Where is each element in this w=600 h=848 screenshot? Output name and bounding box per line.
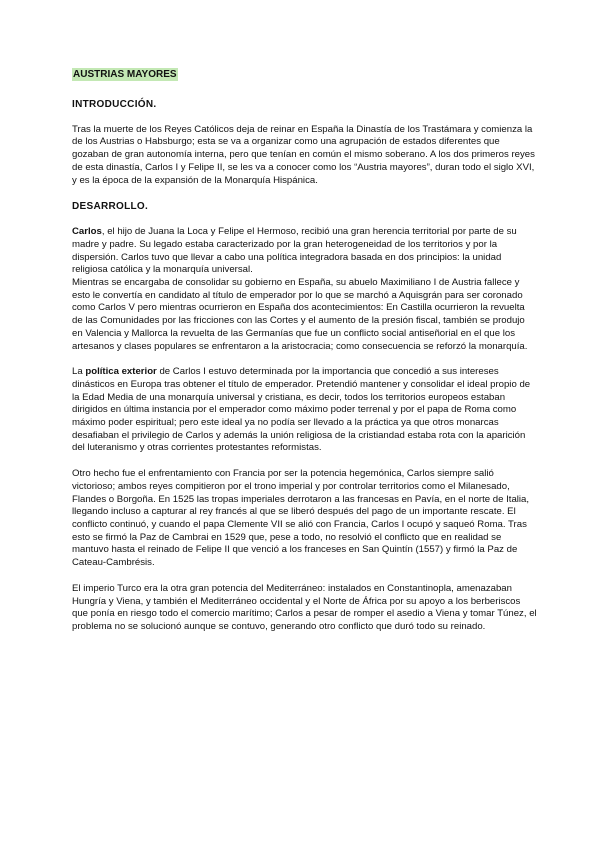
development-heading: DESARROLLO. bbox=[72, 201, 149, 213]
carlos-text: , el hijo de Juana la Loca y Felipe el Hermoso, recibió una gran herencia territorial por parte de su madre y padre. Su legado estaba caracterizado por la gran heterogeneidad de los territorios y por la dispersión. Carlos tuvo que llevar a cabo una política integradora basada en dos principios: la unidad religiosa católica y la monarquía universal. bbox=[72, 226, 517, 276]
paragraph-france: Otro hecho fue el enfrentamiento con Francia por ser la potencia hegemónica, Carlos siempre salió victorioso; ambos reyes compitieron por el trono imperial y por controlar territorios como el Milanesado, Flandes o Borgoña. En 1525 las tropas imperiales derrotaron a las francesas en Pavía, en el norte de Italia, llegando incluso a capturar al rey francés al que se liberó después del pago de un importante rescate. El conflicto continuó, y cuando el papa Clemente VII se alió con Francia, Carlos I ocupó y saqueó Roma. Tras esto se firmó la Paz de Cambrai en 1529 que, pese a todo, no resolvió el conflicto que en realidad se mantuvo hasta el reinado de Felipe II que venció a los franceses en San Quintín (1557) y firmó la Paz de Cateau-Cambrésis. bbox=[72, 468, 530, 569]
document-title: AUSTRIAS MAYORES bbox=[73, 69, 177, 80]
paragraph-foreign-policy bbox=[72, 366, 537, 455]
intro-heading: INTRODUCCIÓN. bbox=[72, 98, 157, 110]
foreign-policy-pre: La bbox=[72, 366, 86, 378]
paragraph-carlos bbox=[72, 226, 537, 277]
carlos-bold: Carlos bbox=[72, 226, 102, 238]
intro-paragraph: Tras la muerte de los Reyes Católicos deja de reinar en España la Dinastía de los Trastámara y comienza la de los Austrias o Habsburgo; esta se va a organizar como una agrupación de estados diferentes que gozaban de gran autonomía interna, pero que tenían en común el mismo soberano. A los dos primeros reyes de esta dinastía, Carlos I y Felipe II, se les va a conocer como los “Austria mayores”, duran todo el siglo XVI, y es la época de la expansión de la Monarquía Hispánica. bbox=[72, 123, 535, 186]
foreign-policy-bold: política exterior bbox=[85, 366, 157, 378]
paragraph-carlos-continued: Mientras se encargaba de consolidar su gobierno en España, su abuelo Maximiliano I de Austria fallece y esto le convertía en candidato al título de emperador por lo que se marchó a Aquisgrán para ser coronado como Carlos V pero mientras ocurrieron en España dos acontecimientos: En Castilla ocurrieron la revuelta de las Comunidades por las fricciones con las Cortes y el aumento de la presión fiscal, también se produjo en Valencia y Mallorca la revuelta de las Germanías que fue un conflicto social antiseñorial en el que los artesanos y clases populares se enfrentaron a la aristocracia; como consecuencia se reforzó la monarquía. bbox=[72, 277, 528, 352]
document-page bbox=[72, 68, 537, 634]
foreign-policy-text: de Carlos I estuvo determinada por la importancia que concedió a sus intereses dinásticos en Europa tras obtener el título de emperador. Pretendió mantener y consolidar el ideal propio de la Edad Media de una monarquía universal y cristiana, es decir, todos los territorios europeos estaban dirigidos en última instancia por el emperador como máximo poder terrenal y por el papa de Roma como máximo poder espiritual; pero este ideal ya no podía ser llevado a la práctica ya que otros monarcas desafiaban el privilegio de Carlos y además la unión religiosa de la cristiandad estaba rota con la aparición del luteranismo y otras corrientes protestantes reformistas. bbox=[72, 366, 531, 454]
paragraph-turkish-empire: El imperio Turco era la otra gran potencia del Mediterráneo: instalados en Constantinopla, amenazaban Hungría y Viena, y también el Mediterráneo occidental y el Norte de África por su apoyo a los berberiscos que ponía en riesgo todo el comercio marítimo; Carlos a pesar de romper el asedio a Viena y tomar Túnez, el problema no se solucionó aunque se contuvo, generando otro conflicto que duró todo su reinado. bbox=[72, 582, 537, 632]
document-title-line bbox=[72, 68, 537, 82]
